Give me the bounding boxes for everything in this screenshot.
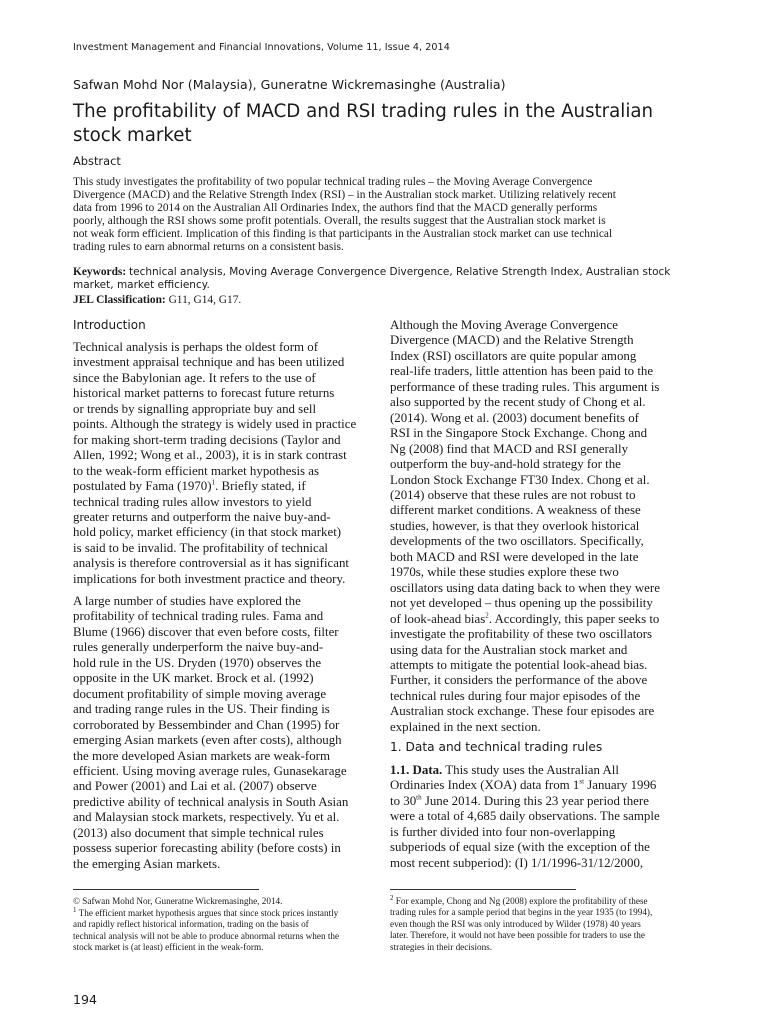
journal-header: Investment Management and Financial Innovations, Volume 11, Issue 4, 2014 [73, 42, 450, 53]
footnote-divider-right [390, 889, 576, 890]
intro-paragraph-2: A large number of studies have explored the profitability of technical trading rules. Fama and Blume (1966) discover that even before costs, filter rules generally underperform the naive buy-and- hold rule in the US. Dryden (1970) observes the opposite in the UK market. Brock et al. (1992) document profitability of simple moving average and trading range rules in the US. Their finding is corroborated by Bessembinder and Chan (1995) for emerging Asian markets (even after costs), although the more developed Asian markets are weak-form efficient. Using moving average rules, Gunasekarage and Power (2001) and Lai et al. (2007) observe predictive ability of technical analysis in South Asian and Malaysian stock markets, respectively. Yu et al. (2013) also document that simple technical rules possess superior forecasting ability (before costs) in the emerging Asian markets. [73, 594, 349, 871]
footnote-1-text: The efficient market hypothesis argues that since stock prices instantly and rapidly reflect historical information, trading on the basis of technical analysis will not be able to produce abnormal returns when the stock market is (at least) efficient in the weak-form. [73, 908, 340, 953]
keywords [73, 266, 691, 292]
intro-p1-text: Technical analysis is perhaps the oldest form of investment appraisal technique and has been utilized since the Babylonian age. It refers to the use of historical market patterns to forecast future returns or trends by signalling appropriate buy and sell points. Although the strategy is widely used in practice for making short-term trading decisions (Taylor and Allen, 1992; Wong et al., 2003), it is in stark contrast to the weak-form efficient market hypothesis as postulated by Fama (1970) [73, 340, 357, 494]
abstract-body: This study investigates the profitability of two popular technical trading rules – the Moving Average Convergence Divergence (MACD) and the Relative Strength Index (RSI) – in the Australian stock market. Utilizing relatively recent data from 1996 to 2014 on the Australian All Ordinaries Index, the authors find that the MACD generally performs poorly, although the RSI shows some profit potentials. Overall, the results suggest that the Australian stock market is not weak form efficient. Implication of this finding is that participants in the Australian stock market can use technical trading rules to earn abnormal returns on a consistent basis. [73, 176, 616, 254]
intro-p3-rest: . Accordingly, this paper seeks to investigate the profitability of these two oscillators using data for the Australian stock market and attempts to mitigate the potential look-ahead bias. Further, it considers the performance of the above technical rules during four major episodes of the Australian stock exchange. These four episodes are explained in the next section. [390, 611, 660, 734]
footnote-1-mark: 1 [73, 905, 77, 914]
abstract-heading: Abstract [73, 154, 121, 168]
footnote-ref-1[interactable]: 1 [211, 478, 216, 487]
data-subheading: 1.1. Data. [390, 763, 443, 777]
footnote-2 [390, 893, 690, 953]
data-paragraph [390, 763, 690, 871]
intro-paragraph-3 [390, 318, 690, 735]
keywords-label: Keywords: [73, 266, 127, 278]
keywords-text: technical analysis, Moving Average Convergence Divergence, Relative Strength Index, Australian stock market, market efficiency. [73, 266, 671, 292]
jel-classification [73, 294, 241, 307]
introduction-heading: Introduction [73, 318, 146, 332]
footnote-2-text: For example, Chong and Ng (2008) explore the profitability of these trading rules for a sample period that begins in the year 1935 (to 1994), even though the RSI was only introduced by Wilder (1978) 40 years later. Therefore, it would not have been possible for traders to use the strategies in their decisions. [390, 896, 653, 952]
copyright-note: © Safwan Mohd Nor, Guneratne Wickremasinghe, 2014. [73, 896, 283, 906]
superscript-th: th [416, 793, 422, 802]
data-text-b: January 1996 to 30 [390, 778, 657, 808]
footnote-ref-2[interactable]: 2 [485, 611, 489, 620]
jel-label: JEL Classification: [73, 294, 166, 306]
data-section-heading: 1. Data and technical trading rules [390, 740, 603, 754]
authors: Safwan Mohd Nor (Malaysia), Guneratne Wickremasinghe (Australia) [73, 77, 506, 92]
jel-text: G11, G14, G17. [168, 294, 242, 306]
footnote-2-mark: 2 [390, 893, 394, 902]
footnote-divider-left [73, 889, 259, 890]
data-text-c: June 2014. During this 23 year period there were a total of 4,685 daily observations. The sample is further divided into four non-overlapping subperiods of equal size (with the exception of the most recent subperiod): (I) 1/1/1996-31/12/2000, [390, 793, 660, 870]
paper-title: The profitability of MACD and RSI trading rules in the Australian stock market [73, 101, 654, 146]
footnote-1 [73, 905, 373, 954]
data-text-a: This study uses the Australian All Ordinaries Index (XOA) data from 1 [390, 763, 619, 793]
intro-p3-text: Although the Moving Average Convergence Divergence (MACD) and the Relative Strength Index (RSI) oscillators are quite popular among real-life traders, little attention has been paid to the performance of these trading rules. This argument is also supported by the recent study of Chong et al. (2014). Wong et al. (2003) document benefits of RSI in the Singapore Stock Exchange. Chong and Ng (2008) find that MACD and RSI generally outperform the buy-and-hold strategy for the London Stock Exchange FT30 Index. Chong et al. (2014) observe that these rules are not robust to different market conditions. A weakness of these studies, however, is that they overlook historical developments of the two oscillators. Specifically, both MACD and RSI were developed in the late 1970s, while these studies explore these two oscillators using data dating back to when they were not yet developed – thus opening up the possibility of look-ahead bias [390, 318, 660, 626]
intro-p1-rest: . Briefly stated, if technical trading rules allow investors to yield greater returns and outperform the naive buy-and- hold policy, market efficiency (in that stock market) is said to be invalid. The profitability of technical analysis is therefore controversial as it has significant implications for both investment practice and theory. [73, 479, 349, 586]
page-number: 194 [73, 992, 98, 1007]
intro-paragraph-1 [73, 340, 373, 587]
superscript-st: st [579, 778, 585, 787]
